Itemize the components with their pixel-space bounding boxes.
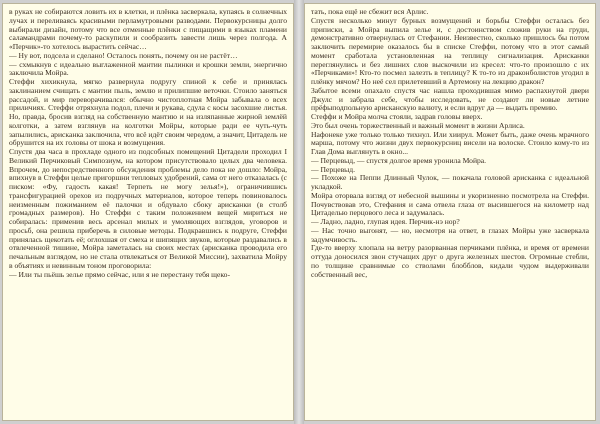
paragraph: Стеффи и Мойра молча стояли, задрав головы вверх. (311, 112, 483, 121)
paragraph: Спустя несколько минут бурных возмущений и борьбы Стеффи осталась без приписки, а Мойра выпила зелье и, с достоинством сложив руки на груди, демонстративно отвернулась от Стефании. Неизвестно, сколько пришлось бы потом заключить перемирие оказалось бы в списке Стеффи, потому что в этот самый момент сработала установленная на теплицу сигнализация. Арисканки переглянулись и без лишних слов выскочили из кресел: что-то произошло с их «Перчиками»! Кто-то посмел залезть в теплицу? К то-то из драконболистов угодил в плёнку мячом? Но неё сел прилетевший в Артемону на лекцию дракон? (311, 15, 589, 86)
paragraph: — Перцевыд, — спустя долгое время уронила Мойра. (311, 155, 487, 165)
paragraph: тать, пока ещё не сбежит вся Арлис. (311, 8, 429, 16)
paragraph: Это был очень торжественный и важный момент в жизни Арлиса. (311, 120, 525, 130)
paragraph: — Похоже на Пеппи Длинный Чулок, — покачала головой арисканка с идеальной укладкой. (311, 173, 589, 191)
right-page-text (311, 8, 589, 418)
paragraph: в руках не собираются ловить их в клетки, и плёнка засверкала, купаясь в солнечных лучах и переливаясь красивыми перламутровыми разводами. Первокурсницы долго выбирали дизайн, потому что все отменные плёнки с пищащими в языках пламени саламандрами почему-то раскупили и сообразить завести лишь через полгода. А «Перчик»-то хотелось вырастить сейчас… (9, 8, 287, 51)
paragraph: Забытое всеми опахало спустя час нашла проходившая мимо распахнутой двери Джулс и забрала себе, чтобы исследовать, не создают ли новые летние прёфыподпольную арисканскую валюту, и если вдруг да — выдать премию. (311, 85, 589, 113)
paragraph: Мойра оторвала взгляд от небесной вышины и укоризненно посмотрела на Стеффи. Почувствовав это, Стефания и сама отвела глаза от высившегося на километр над Цитаделью перцового леса и задумалась. (311, 190, 589, 218)
paragraph: Нафонеке уже только только тихнул. Или хиирул. Может быть, даже очень мрачного марша, потому что жизни двух первокурсниц висели на волоске. Стоило кому-то из Глав Дома выглянуть в окно... (311, 129, 589, 156)
left-page (2, 3, 294, 421)
paragraph: — схмыкнув с идеально выглаженной мантии пылинки и крошки земли, энергично заключила Мойра. (9, 59, 287, 78)
paragraph: — Ну вот, подсела и сделано! Осталось понять, почему он не растёт… (9, 50, 238, 60)
right-page (304, 3, 596, 421)
book-gutter (294, 0, 304, 424)
paragraph: Спустя два часа в прохладе одного из подсобных помещений Цитадели проходил I Великий Перчиковый Симпозиум, на котором присутствовало целых два человека. Впрочем, до непосредственного обсуждения проблемы дело пока не дошло: Мойра, впихнув в Стеффи целые пригоршни тепловых удобрений, сама от него отказалась (с писком: «Фу, гадость какая! Терпеть не могу зелья!»), ограничившись трансфигурацией орехов из подручных материалов, которое теперь повиновалось неизменным пожиманием её палочки и обдувало сбоку арисканки (в столб громадных размеров). Но Стеффи с таким положением вещей мириться не собиралась: применив весь арсенал милых и умоляющих взглядов, уговоров и просьб, она решила приберечь в силовые методы. Подкравшись к подруге, Стеффи принялась щекотать её; оглохшая от смеха и шипящих звуков, которые раздавались в отвлеченной тишине, Мойра заметалась на своих местах (арисканка проводила его печальным взглядом, но не стала отвлекаться от Великой Миссии), захватила Мойру в объятиях и невинным тоном проговорила: (9, 147, 287, 270)
paragraph: — Или ты пьёшь зелье прямо сейчас, или я не перестану тебя щеко- (9, 269, 230, 279)
paragraph: Где-то вверху хлопала на ветру разорванная перчиками плёнка, и время от времени оттуда доносился звон стучащих друг о друга железных шестов. Огромные стебли, по толщине сравнимые со стволами блобблов, кидали чудом выдерживали собственный вес, (311, 243, 589, 279)
paragraph: — Перцевыд. (311, 164, 356, 174)
paragraph: Стеффи хихикнула, мягко развернула подругу спиной к себе и принялась заклинанием счищать с мантии пыль, землю и прилипшие веточки. Стоило заняться рассадой, и мир переворачивался: обычно чистоплотная Мойра забывала о всех приличиях. Стеффи отряхнула подол, плечи и рукава, сдула с косы засохшие листья. Но, правда, бросив взгляд на собственную мантию и на изляпанные жирной землёй колготки, а затем взглянув на колготки Мойры, которые ради ее чуть-чуть запылились, арисканка заключила, что всё идёт своим чередом, а значит, Цитадель не обрушится на их головы от шока и возмущения. (9, 77, 287, 148)
paragraph: — Ладно, ладно, глупая идея. Перчик-нэ нор? (311, 217, 460, 226)
left-page-text (9, 8, 287, 418)
paragraph: — Нас точно выгонят, — но, несмотря на ответ, в глазах Мойры уже засверкала задумчивость. (311, 225, 589, 244)
